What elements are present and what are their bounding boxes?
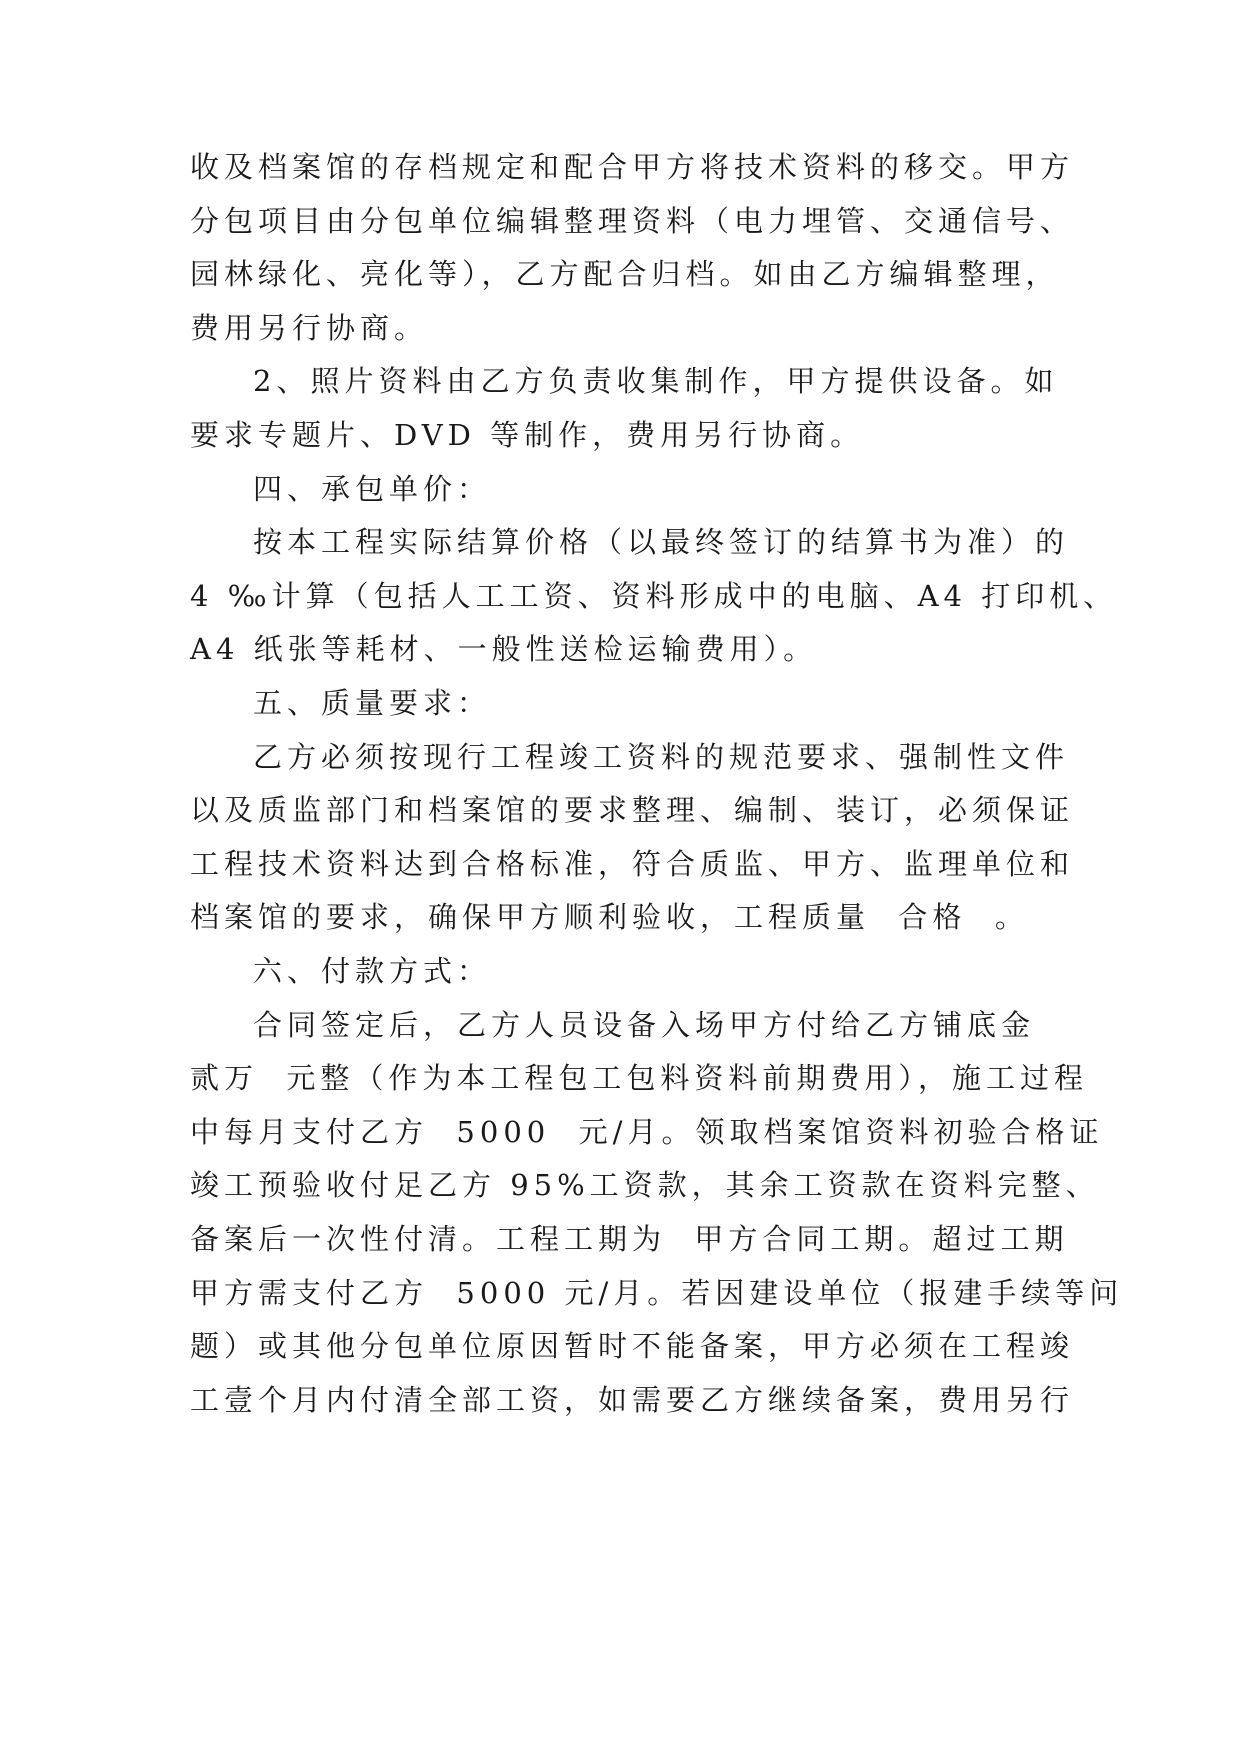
paragraph-line-2: 分包项目由分包单位编辑整理资料（电力埋管、交通信号、	[190, 204, 1075, 238]
paragraph-line-4: 费用另行协商。	[190, 311, 429, 345]
section-heading-payment: 六、付款方式：	[253, 954, 492, 988]
paragraph-line-6: 要求专题片、DVD 等制作，费用另行协商。	[190, 418, 865, 452]
paragraph-line-13: 以及质监部门和档案馆的要求整理、编制、装订，必须保证	[190, 793, 1075, 827]
paragraph-line-21: 备案后一次性付清。工程工期为 甲方合同工期。超过工期	[190, 1222, 1069, 1256]
paragraph-line-1: 收及档案馆的存档规定和配合甲方将技术资料的移交。甲方	[190, 150, 1075, 184]
paragraph-line-17: 合同签定后，乙方人员设备入场甲方付给乙方铺底金	[253, 1008, 1036, 1042]
section-heading-quality: 五、质量要求：	[253, 686, 492, 720]
paragraph-line-19: 中每月支付乙方 5000 元/月。领取档案馆资料初验合格证	[190, 1115, 1104, 1149]
paragraph-line-9: 4 ‰计算（包括人工工资、资料形成中的电脑、A4 打印机、	[190, 579, 1118, 613]
paragraph-line-24: 工壹个月内付清全部工资，如需要乙方继续备案，费用另行	[190, 1383, 1075, 1417]
paragraph-line-10: A4 纸张等耗材、一般性送检运输费用）。	[190, 632, 818, 666]
paragraph-line-22: 甲方需支付乙方 5000 元/月。若因建设单位（报建手续等问	[190, 1276, 1124, 1310]
section-heading-unit-price: 四、承包单价：	[253, 472, 492, 506]
paragraph-line-12: 乙方必须按现行工程竣工资料的规范要求、强制性文件	[253, 740, 1070, 774]
paragraph-line-5: 2、照片资料由乙方负责收集制作，甲方提供设备。如	[253, 364, 1059, 398]
paragraph-line-20: 竣工预验收付足乙方 95%工资款，其余工资款在资料完整、	[190, 1168, 1100, 1202]
paragraph-line-3: 园林绿化、亮化等），乙方配合归档。如由乙方编辑整理，	[190, 257, 1060, 291]
paragraph-line-23: 题）或其他分包单位原因暂时不能备案，甲方必须在工程竣	[190, 1329, 1075, 1363]
paragraph-line-8: 按本工程实际结算价格（以最终签订的结算书为准）的	[253, 525, 1070, 559]
paragraph-line-14: 工程技术资料达到合格标准，符合质监、甲方、监理单位和	[190, 847, 1075, 881]
paragraph-line-18: 贰万 元整（作为本工程包工包料资料前期费用），施工过程	[190, 1061, 1088, 1095]
paragraph-line-15: 档案馆的要求，确保甲方顺利验收，工程质量 合格 。	[190, 900, 1029, 934]
